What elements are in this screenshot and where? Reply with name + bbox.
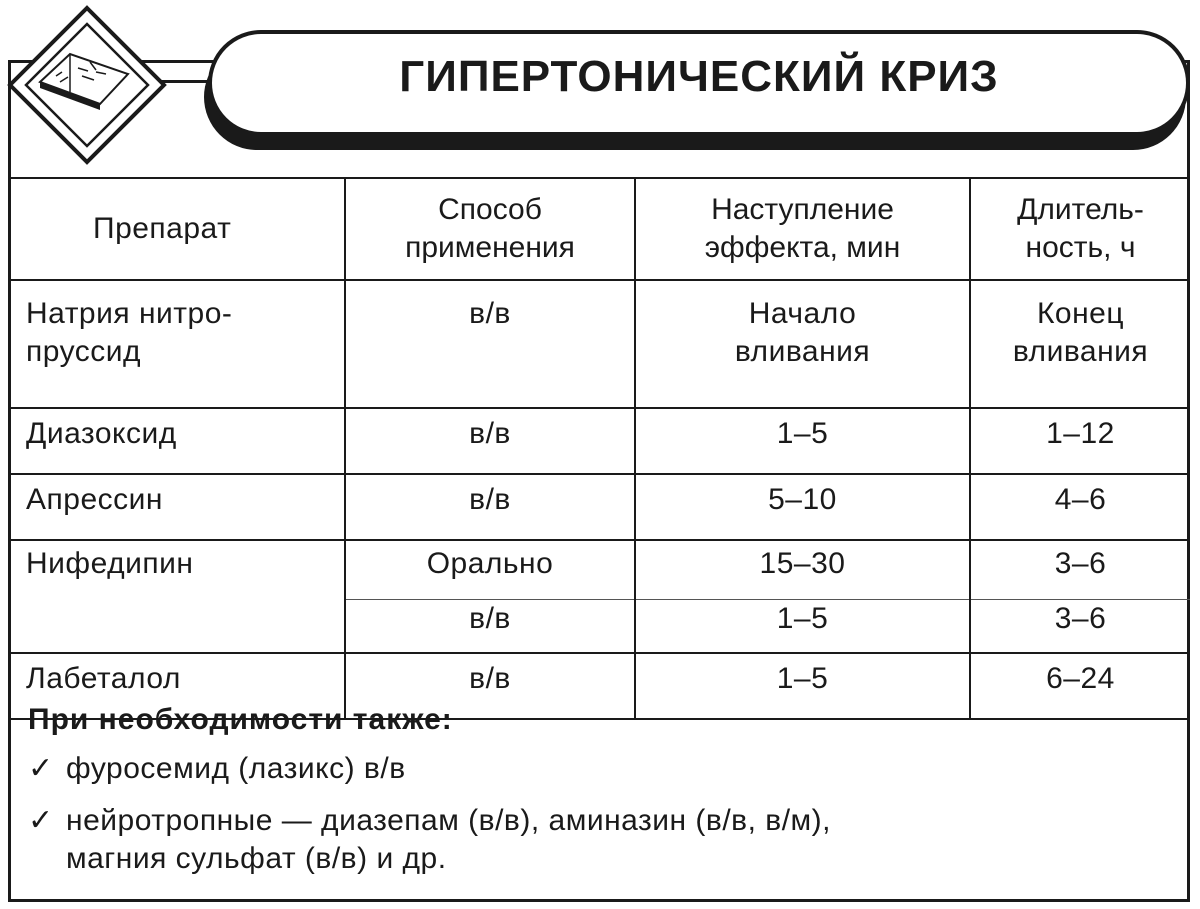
table-row	[8, 408, 1190, 474]
table-row	[8, 474, 1190, 540]
drug-cell: Натрия нитро- пруссид	[8, 280, 345, 408]
notes-section	[28, 700, 1178, 892]
header-drug: Препарат	[8, 178, 345, 280]
duration-cell: 3–6	[970, 600, 1190, 654]
header-onset: Наступление эффекта, мин	[635, 178, 970, 280]
duration-cell: 3–6	[970, 540, 1190, 600]
checkmark-icon: ✓	[28, 804, 54, 837]
onset-cell: 15–30	[635, 540, 970, 600]
table-header-row	[8, 178, 1190, 280]
method-cell: в/в	[345, 280, 635, 408]
drug-cell: Нифедипин	[8, 540, 345, 653]
list-item	[28, 802, 1178, 878]
method-cell: в/в	[345, 408, 635, 474]
list-item	[28, 750, 1178, 788]
drug-cell: Апрессин	[8, 474, 345, 540]
page-title: ГИПЕРТОНИЧЕСКИЙ КРИЗ	[399, 52, 999, 101]
header-method: Способ применения	[345, 178, 635, 280]
drug-cell: Лабеталол	[8, 653, 345, 719]
note-text: нейротропные — диазепам (в/в), аминазин (в/в, в/м), магния сульфат (в/в) и др.	[66, 804, 832, 875]
onset-cell: 5–10	[635, 474, 970, 540]
method-cell: в/в	[345, 474, 635, 540]
method-cell: в/в	[345, 600, 635, 654]
table-row	[8, 540, 1190, 600]
duration-cell: 4–6	[970, 474, 1190, 540]
duration-cell: Конец вливания	[970, 280, 1190, 408]
checkmark-icon: ✓	[28, 752, 54, 785]
note-text: фуросемид (лазикс) в/в	[66, 752, 406, 785]
open-book-diamond-icon	[4, 2, 170, 168]
onset-cell: 1–5	[635, 600, 970, 654]
method-cell: Орально	[345, 540, 635, 600]
drug-cell: Диазоксид	[8, 408, 345, 474]
onset-cell: 1–5	[635, 408, 970, 474]
duration-cell: 1–12	[970, 408, 1190, 474]
drug-table	[8, 177, 1190, 720]
onset-cell: 1–5	[635, 653, 970, 719]
method-cell: в/в	[345, 653, 635, 719]
duration-cell: 6–24	[970, 653, 1190, 719]
table-row	[8, 280, 1190, 408]
title-banner	[208, 30, 1190, 136]
notes-heading: При необходимости также:	[28, 703, 453, 736]
onset-cell: Начало вливания	[635, 280, 970, 408]
header-duration: Длитель- ность, ч	[970, 178, 1190, 280]
